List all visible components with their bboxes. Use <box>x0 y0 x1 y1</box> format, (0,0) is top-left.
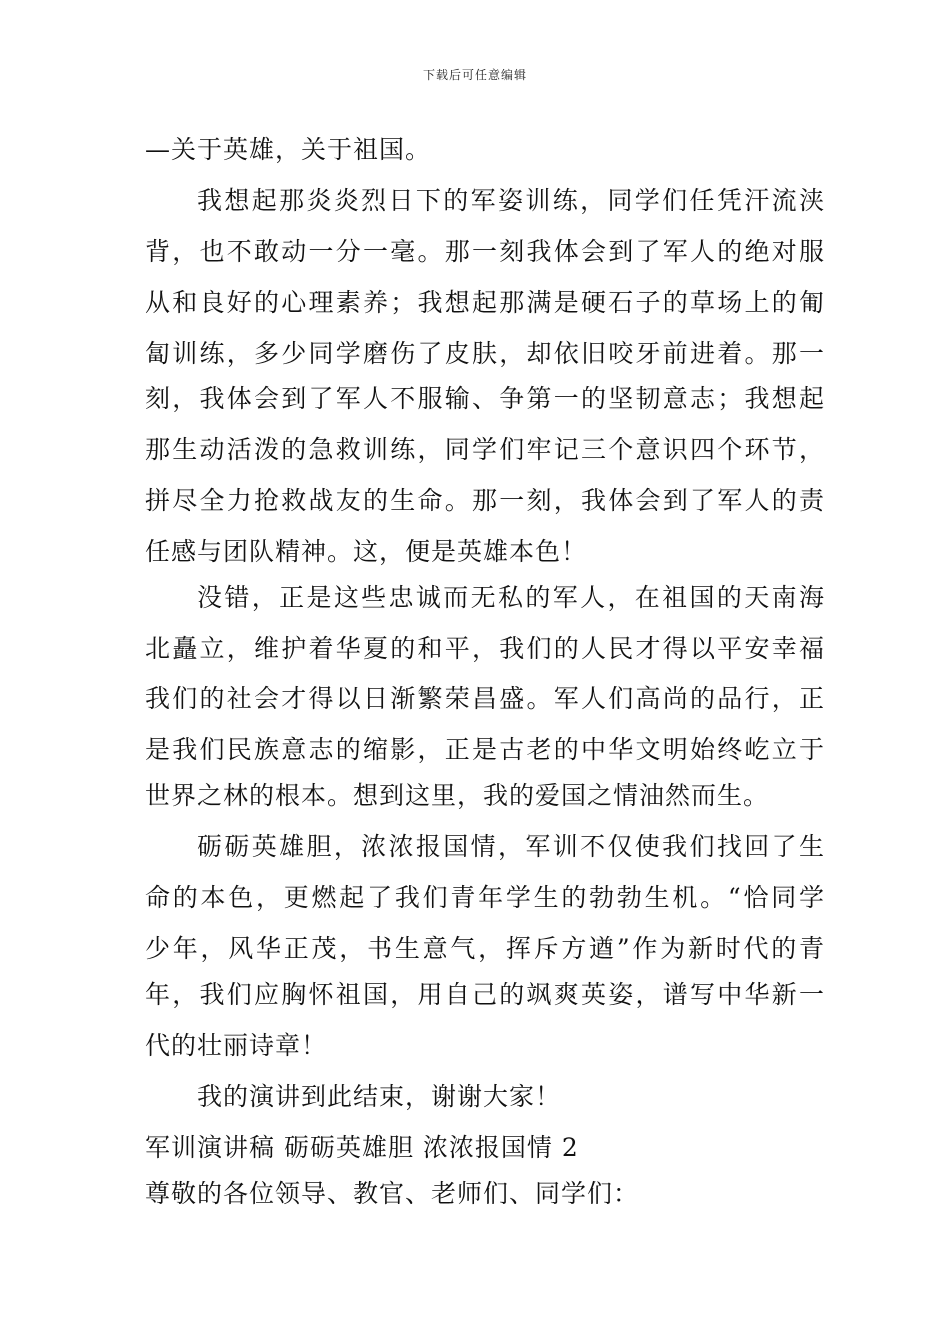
page-header: 下载后可任意编辑 <box>422 68 527 82</box>
text-line: 从和良好的心理素养；我想起那满是硬石子的草场上的匍 <box>145 288 825 317</box>
section-title: 军训演讲稿 砺砺英雄胆 浓浓报国情 2 <box>145 1133 579 1162</box>
text-line: 拼尽全力抢救战友的生命。那一刻，我体会到了军人的责 <box>145 486 825 515</box>
text-line: 我们的社会才得以日渐繁荣昌盛。军人们高尚的品行，正 <box>145 684 825 713</box>
text-line: 代的壮丽诗章！ <box>145 1031 328 1060</box>
text-line: 匐训练，多少同学磨伤了皮肤，却依旧咬牙前进着。那一 <box>145 339 825 368</box>
text-line: —关于英雄，关于祖国。 <box>145 135 432 164</box>
text-line: 命的本色，更燃起了我们青年学生的勃勃生机。“恰同学 <box>145 883 825 912</box>
text-line: 是我们民族意志的缩影，正是古老的中华文明始终屹立于 <box>145 735 825 764</box>
text-line: 北矗立，维护着华夏的和平，我们的人民才得以平安幸福 <box>145 634 825 663</box>
text-line: 世界之林的根本。想到这里，我的爱国之情油然而生。 <box>145 781 770 810</box>
text-line: 少年，风华正茂，书生意气，挥斥方遒”作为新时代的青 <box>145 934 825 963</box>
text-line: 砺砺英雄胆，浓浓报国情，军训不仅使我们找回了生 <box>197 832 825 861</box>
salutation: 尊敬的各位领导、教官、老师们、同学们： <box>145 1179 640 1208</box>
text-line: 我的演讲到此结束，谢谢大家！ <box>197 1082 562 1111</box>
text-line: 刻，我体会到了军人不服输、争第一的坚韧意志；我想起 <box>145 384 825 413</box>
text-line: 年，我们应胸怀祖国，用自己的飒爽英姿，谱写中华新一 <box>145 980 825 1009</box>
text-line: 没错，正是这些忠诚而无私的军人，在祖国的天南海 <box>197 583 825 612</box>
text-line: 那生动活泼的急救训练，同学们牢记三个意识四个环节， <box>145 435 825 464</box>
text-line: 背，也不敢动一分一毫。那一刻我体会到了军人的绝对服 <box>145 237 825 266</box>
text-line: 我想起那炎炎烈日下的军姿训练，同学们任凭汗流浃 <box>197 186 825 215</box>
text-line: 任感与团队精神。这，便是英雄本色！ <box>145 537 588 566</box>
